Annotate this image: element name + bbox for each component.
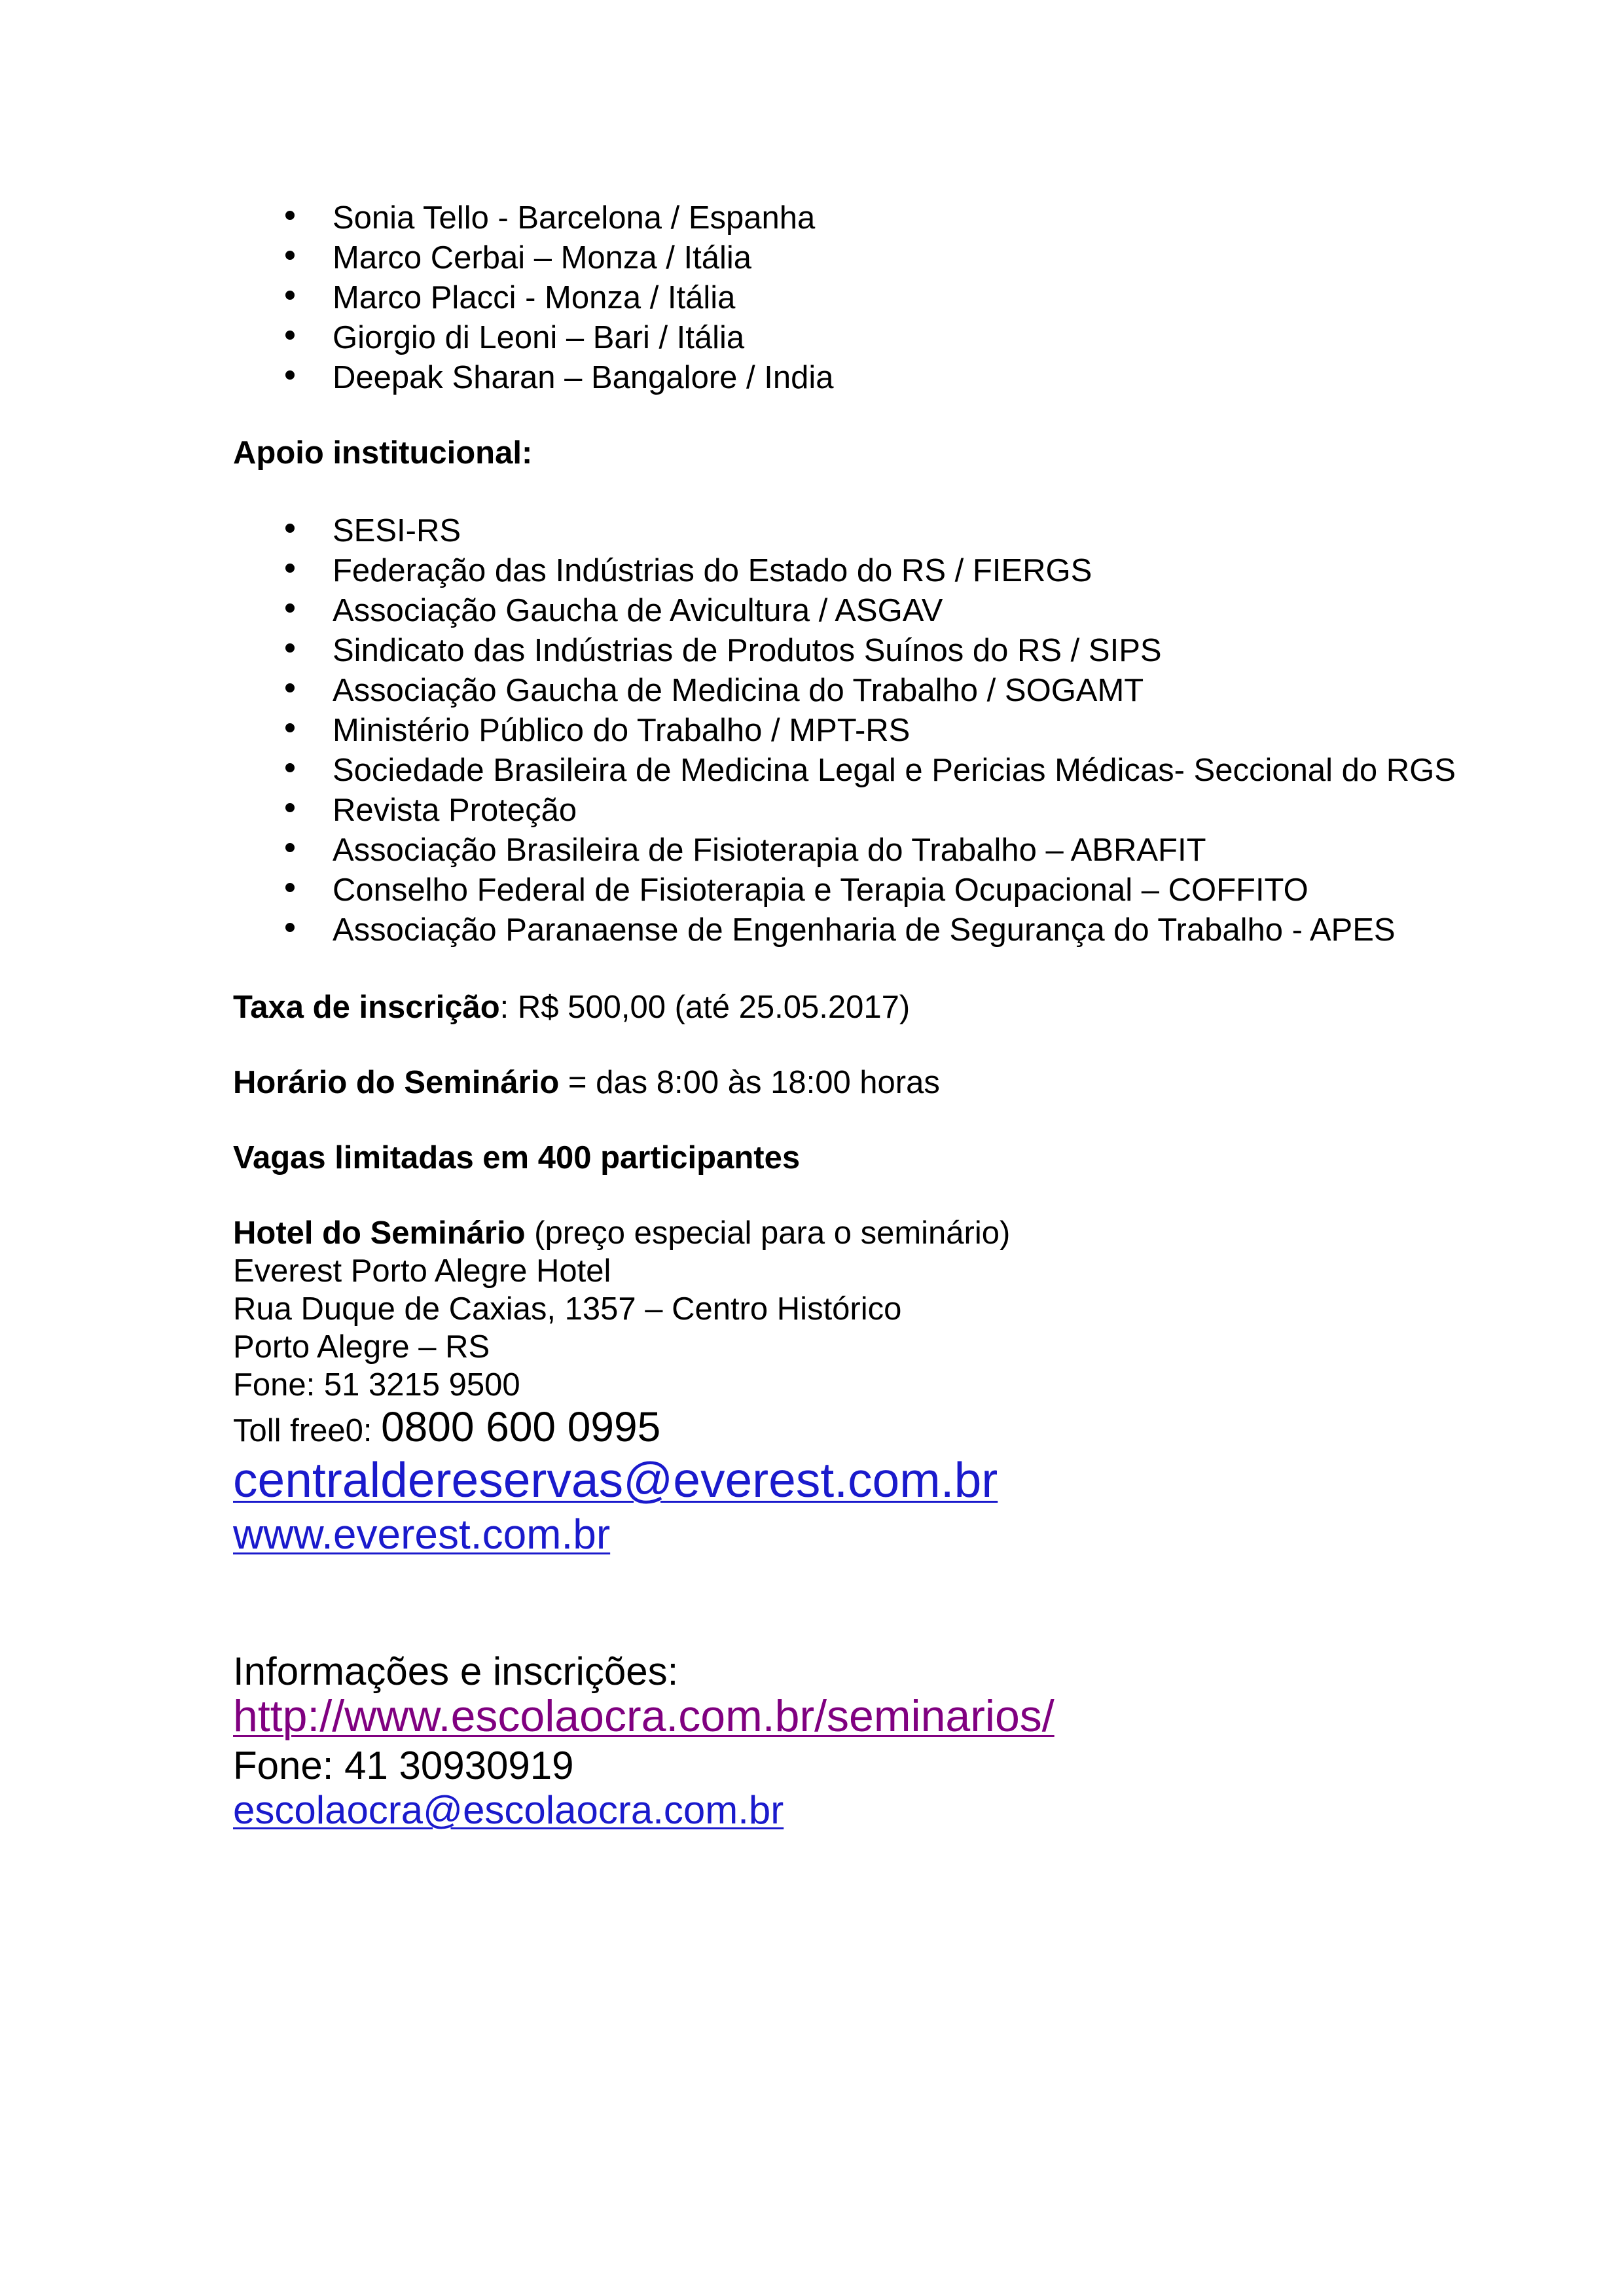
bullet-icon [285,803,295,812]
schedule-line [233,1067,940,1099]
support-item: Associação Gaucha de Avicultura / ASGAV [333,593,943,628]
hotel-heading-line [233,1217,1010,1249]
bullet-icon [285,923,295,932]
speaker-item: Giorgio di Leoni – Bari / Itália [333,320,745,355]
support-heading: Apoio institucional: [233,435,533,471]
support-item: Ministério Público do Trabalho / MPT-RS [333,713,911,748]
info-phone: Fone: 41 30930919 [233,1744,574,1787]
hotel-address: Rua Duque de Caxias, 1357 – Centro Histórico [233,1291,902,1327]
support-item: SESI-RS [333,513,461,548]
fee-label: Taxa de inscrição [233,990,500,1025]
schedule-value: = das 8:00 às 18:00 horas [559,1065,940,1100]
info-url-link[interactable]: http://www.escolaocra.com.br/seminarios/ [233,1691,1055,1741]
hotel-email-line [233,1452,998,1507]
hotel-phone: Fone: 51 3215 9500 [233,1367,520,1403]
support-item: Associação Gaucha de Medicina do Trabalho / SOGAMT [333,673,1144,708]
support-item: Sindicato das Indústrias de Produtos Suínos do RS / SIPS [333,633,1162,668]
fee-line [233,992,910,1024]
info-heading: Informações e inscrições: [233,1649,679,1693]
hotel-note: (preço especial para o seminário) [525,1215,1011,1251]
support-item: Conselho Federal de Fisioterapia e Terapia Ocupacional – COFFITO [333,872,1308,908]
info-email-line [233,1788,784,1832]
support-item: Revista Proteção [333,793,577,828]
vacancies-line: Vagas limitadas em 400 participantes [233,1140,801,1175]
tollfree-number: 0800 600 0995 [381,1403,661,1450]
support-item: Associação Brasileira de Fisioterapia do Trabalho – ABRAFIT [333,833,1206,868]
hotel-website-link[interactable]: www.everest.com.br [233,1511,611,1558]
bullet-icon [285,603,295,613]
info-url-line [233,1691,1055,1741]
bullet-icon [285,564,295,573]
tollfree-label: Toll free0: [233,1413,382,1448]
speaker-item: Marco Placci - Monza / Itália [333,280,736,315]
schedule-label: Horário do Seminário [233,1065,560,1100]
bullet-icon [285,723,295,732]
bullet-icon [285,370,295,380]
bullet-icon [285,683,295,692]
bullet-icon [285,763,295,772]
bullet-icon [285,524,295,533]
speaker-item: Sonia Tello - Barcelona / Espanha [333,200,816,236]
bullet-icon [285,331,295,340]
bullet-icon [285,291,295,300]
speaker-item: Deepak Sharan – Bangalore / India [333,360,834,395]
hotel-city: Porto Alegre – RS [233,1329,490,1365]
support-item: Associação Paranaense de Engenharia de Segurança do Trabalho - APES [333,912,1396,948]
bullet-icon [285,211,295,220]
fee-value: : R$ 500,00 (até 25.05.2017) [499,990,911,1025]
speaker-item: Marco Cerbai – Monza / Itália [333,240,751,276]
bullet-icon [285,643,295,653]
bullet-icon [285,883,295,892]
hotel-website-line [233,1511,611,1558]
support-item: Federação das Indústrias do Estado do RS / FIERGS [333,553,1092,588]
support-item: Sociedade Brasileira de Medicina Legal e Pericias Médicas- Seccional do RGS [333,753,1456,788]
bullet-icon [285,843,295,852]
hotel-label: Hotel do Seminário [233,1215,526,1251]
bullet-icon [285,251,295,260]
hotel-name: Everest Porto Alegre Hotel [233,1253,611,1289]
info-email-link[interactable]: escolaocra@escolaocra.com.br [233,1788,784,1832]
hotel-email-link[interactable]: centraldereservas@everest.com.br [233,1452,998,1507]
hotel-tollfree-line [233,1403,661,1450]
